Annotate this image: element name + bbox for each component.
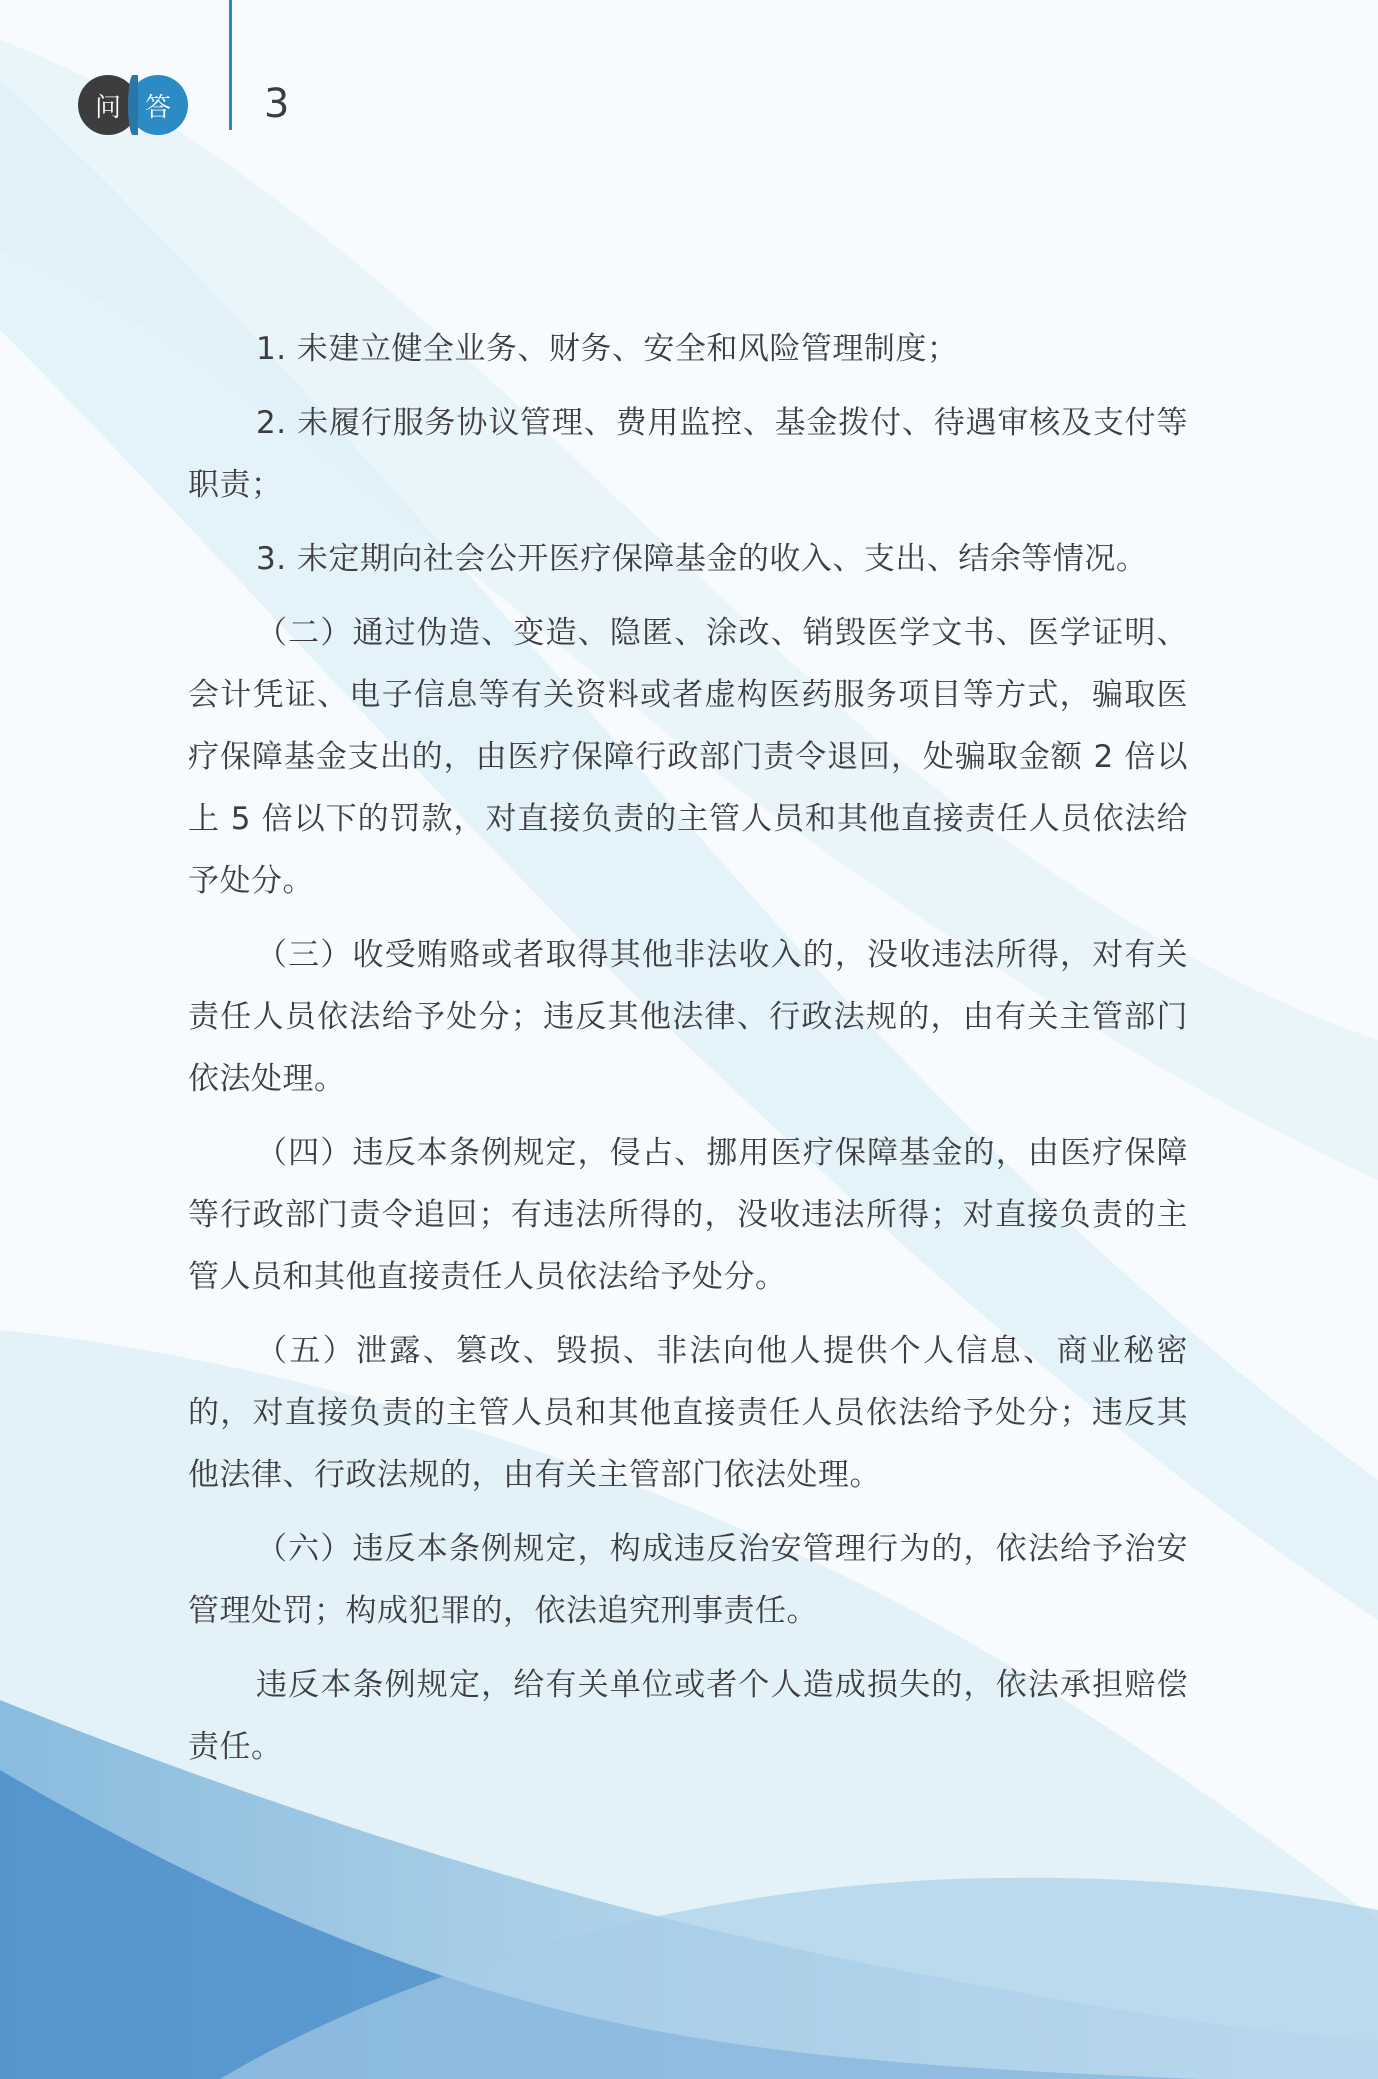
- header-divider: [229, 0, 232, 130]
- paragraph: 2. 未履行服务协议管理、费用监控、基金拨付、待遇审核及支付等职责；: [188, 405, 1188, 503]
- paragraph: （三）收受贿赂或者取得其他非法收入的，没收违法所得，对有关责任人员依法给予处分；违反其他法律、行政法规的，由有关主管部门依法处理。: [188, 937, 1188, 1097]
- paragraph: （四）违反本条例规定，侵占、挪用医疗保障基金的，由医疗保障等行政部门责令追回；有违法所得的，没收违法所得；对直接负责的主管人员和其他直接责任人员依法给予处分。: [188, 1135, 1188, 1295]
- paragraph: 1. 未建立健全业务、财务、安全和风险管理制度；: [256, 331, 959, 367]
- paragraph: （二）通过伪造、变造、隐匿、涂改、销毁医学文书、医学证明、会计凭证、电子信息等有关资料或者虚构医药服务项目等方式，骗取医疗保障基金支出的，由医疗保障行政部门责令退回，处骗取金额 2 倍以上 5 倍以下的罚款，对直接负责的主管人员和其他直接责任人员依法给予处分。: [188, 615, 1188, 899]
- paragraph: 3. 未定期向社会公开医疗保障基金的收入、支出、结余等情况。: [256, 541, 1148, 577]
- paragraph: （六）违反本条例规定，构成违反治安管理行为的，依法给予治安管理处罚；构成犯罪的，依法追究刑事责任。: [188, 1531, 1188, 1629]
- answer-badge-label: 答: [144, 92, 171, 123]
- page-number: 3: [264, 81, 290, 127]
- paragraph: 违反本条例规定，给有关单位或者个人造成损失的，依法承担赔偿责任。: [188, 1667, 1188, 1765]
- document-body: [188, 318, 1188, 1790]
- question-badge-label: 问: [94, 92, 121, 123]
- paragraph: （五）泄露、篡改、毁损、非法向他人提供个人信息、商业秘密的，对直接负责的主管人员和其他直接责任人员依法给予处分；违反其他法律、行政法规的，由有关主管部门依法处理。: [188, 1333, 1188, 1493]
- page-header: [0, 0, 1378, 150]
- badge-overlap: [128, 75, 138, 135]
